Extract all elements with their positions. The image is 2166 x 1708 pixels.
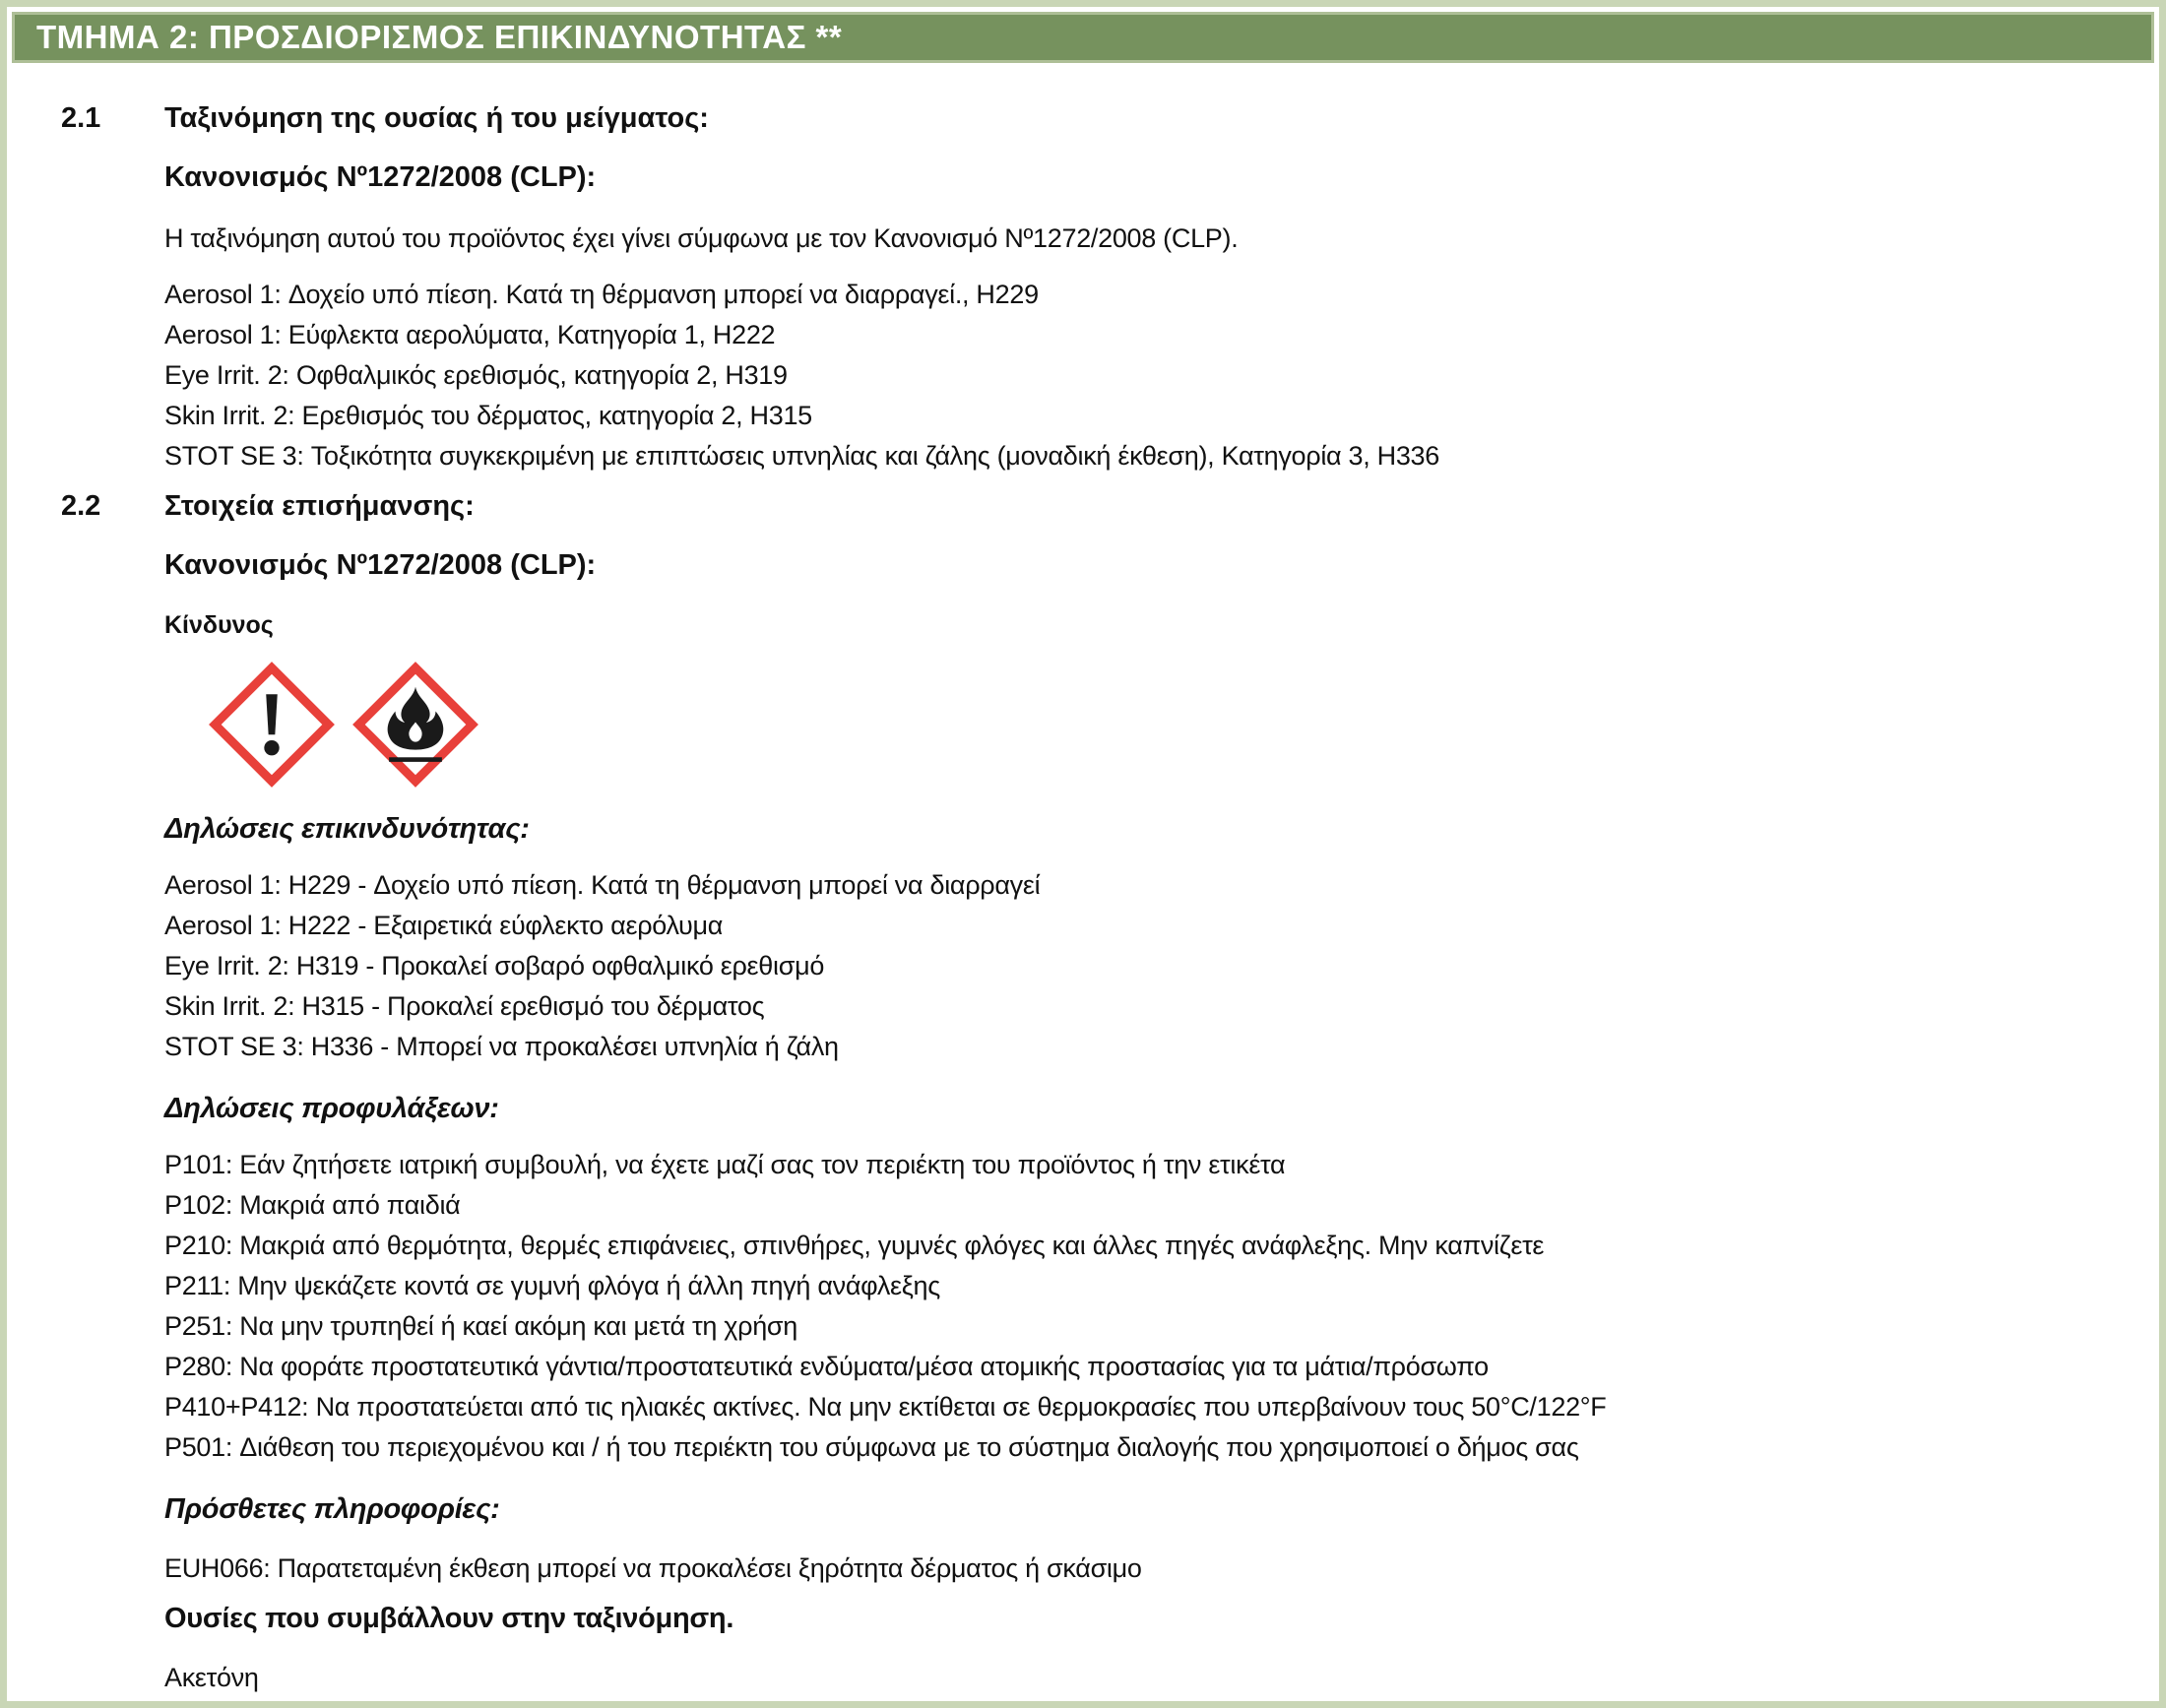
precautionary-statement-line: P501: Διάθεση του περιεχομένου και / ή του περιέκτη του σύμφωνα με το σύστημα διαλογής που χρησιμοποιεί ο δήμος σας: [164, 1432, 1579, 1462]
precautionary-statement-line: P211: Μην ψεκάζετε κοντά σε γυμνή φλόγα ή άλλη πηγή ανάφλεξης: [164, 1271, 940, 1300]
hazard-statement-line: Aerosol 1: H229 - Δοχείο υπό πίεση. Κατά τη θέρμανση μπορεί να διαρραγεί: [164, 870, 1041, 900]
signal-word: Κίνδυνος: [164, 611, 274, 639]
precautionary-statements-list: [164, 1145, 2130, 1468]
precautionary-statement-line: P210: Μακριά από θερμότητα, θερμές επιφάνειες, σπινθήρες, γυμνές φλόγες και άλλες πηγές ανάφλεξης. Μην καπνίζετε: [164, 1231, 1545, 1260]
hazard-statements-heading: Δηλώσεις επικινδυνότητας:: [164, 813, 530, 845]
hazard-statement-line: STOT SE 3: H336 - Μπορεί να προκαλέσει υπνηλία ή ζάλη: [164, 1032, 839, 1061]
section-2-2-title: Στοιχεία επισήμανσης:: [164, 490, 475, 522]
section-header-bar: [12, 12, 2154, 63]
section-2-1-number: 2.1: [61, 102, 101, 134]
section-header-title: ΤΜΗΜΑ 2: ΠΡΟΣΔΙΟΡΙΣΜΟΣ ΕΠΙΚΙΝΔΥΝΟΤΗΤΑΣ **: [36, 19, 843, 55]
section-content: [7, 63, 2159, 1694]
ghs07-exclamation-icon: [209, 662, 335, 788]
additional-info-heading: Πρόσθετες πληροφορίες:: [164, 1493, 500, 1525]
hazard-statement-line: Eye Irrit. 2: H319 - Προκαλεί σοβαρό οφθαλμικό ερεθισμό: [164, 951, 825, 981]
ghs-pictograms: [209, 662, 2130, 788]
precautionary-statement-line: P251: Να μην τρυπηθεί ή καεί ακόμη και μετά τη χρήση: [164, 1311, 798, 1341]
hazard-statements-list: [164, 865, 2130, 1067]
ghs02-flame-icon: [352, 662, 478, 788]
section-2-1-heading-row: [61, 102, 2130, 135]
precautionary-statement-line: P101: Εάν ζητήσετε ιατρική συμβουλή, να έχετε μαζί σας τον περιέκτη του προϊόντος ή την ετικέτα: [164, 1150, 1286, 1179]
regulation-heading-1: Κανονισμός Nº1272/2008 (CLP):: [164, 161, 597, 193]
additional-info-line: EUH066: Παρατεταμένη έκθεση μπορεί να προκαλέσει ξηρότητα δέρματος ή σκάσιμο: [164, 1553, 1142, 1583]
precautionary-statement-line: P102: Μακριά από παιδιά: [164, 1190, 461, 1220]
classification-line: STOT SE 3: Τοξικότητα συγκεκριμένη με επιπτώσεις υπνηλίας και ζάλης (μοναδική έκθεση), Κατηγορία 3, H336: [164, 441, 1439, 471]
precautionary-statement-line: P280: Να φοράτε προστατευτικά γάντια/προστατευτικά ενδύματα/μέσα ατομικής προστασίας για τα μάτια/πρόσωπο: [164, 1352, 1489, 1381]
section-2-2-body: [164, 549, 2130, 1694]
regulation-heading-2: Κανονισμός Nº1272/2008 (CLP):: [164, 549, 597, 581]
section-2-1-body: [164, 161, 2130, 476]
hazard-statement-line: Aerosol 1: H222 - Εξαιρετικά εύφλεκτο αερόλυμα: [164, 911, 724, 940]
contributing-substances-heading: Ουσίες που συμβάλλουν στην ταξινόμηση.: [164, 1603, 734, 1634]
section-2-2-number: 2.2: [61, 490, 101, 522]
hazard-statement-line: Skin Irrit. 2: H315 - Προκαλεί ερεθισμό του δέρματος: [164, 991, 765, 1021]
classification-list: [164, 275, 2130, 476]
classification-line: Eye Irrit. 2: Οφθαλμικός ερεθισμός, κατηγορία 2, H319: [164, 360, 788, 390]
classification-line: Aerosol 1: Εύφλεκτα αερολύματα, Κατηγορία 1, H222: [164, 320, 776, 349]
precautionary-statements-heading: Δηλώσεις προφυλάξεων:: [164, 1093, 499, 1124]
contributing-substance: Ακετόνη: [164, 1663, 259, 1692]
precautionary-statement-line: P410+P412: Να προστατεύεται από τις ηλιακές ακτίνες. Να μην εκτίθεται σε θερμοκρασίες που υπερβαίνουν τους 50°C/122°F: [164, 1392, 1607, 1422]
section-2-2-heading-row: [61, 490, 2130, 523]
classification-line: Aerosol 1: Δοχείο υπό πίεση. Κατά τη θέρμανση μπορεί να διαρραγεί., H229: [164, 280, 1039, 309]
classification-line: Skin Irrit. 2: Ερεθισμός του δέρματος, κατηγορία 2, H315: [164, 401, 812, 430]
section-2-1-title: Ταξινόμηση της ουσίας ή του μείγματος:: [164, 102, 709, 134]
classification-intro: Η ταξινόμηση αυτού του προϊόντος έχει γίνει σύμφωνα με τον Κανονισμό Nº1272/2008 (CLP).: [164, 223, 1239, 253]
